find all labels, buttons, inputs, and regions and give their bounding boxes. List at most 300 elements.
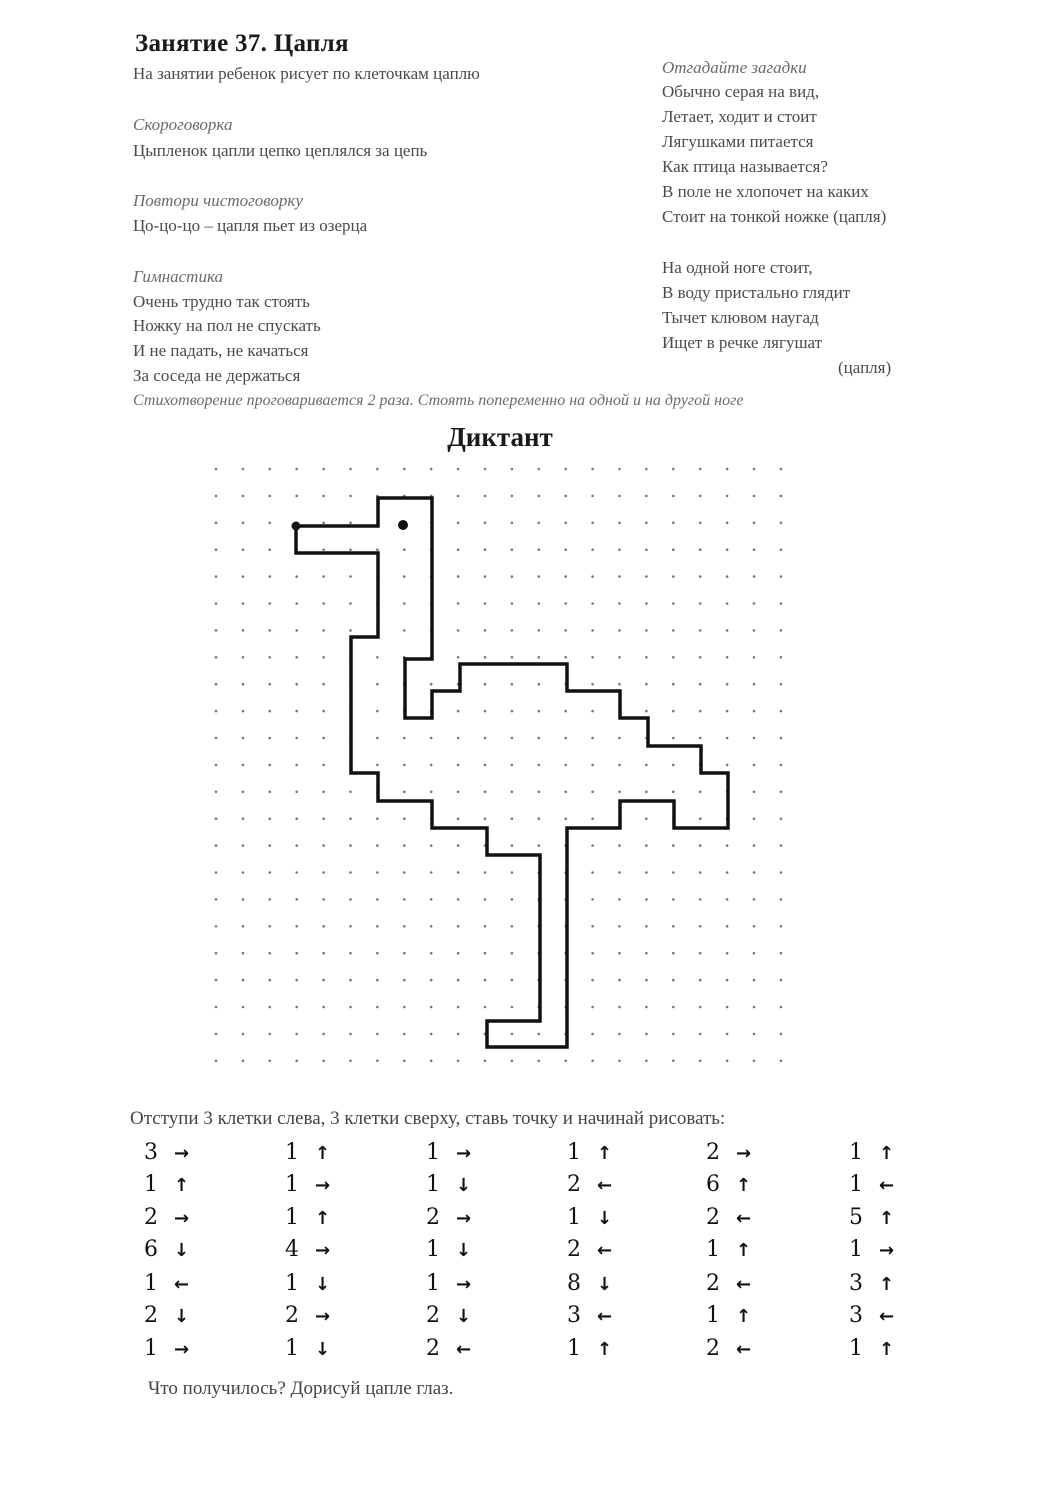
riddle-line: Обычно серая на вид, <box>662 82 820 101</box>
grid-dot <box>269 548 272 551</box>
grid-dot <box>295 1006 298 1009</box>
grid-dot <box>753 495 756 498</box>
grid-dot <box>457 1033 460 1036</box>
grid-dot <box>403 575 406 578</box>
dictation-step <box>849 1205 894 1230</box>
grid-dot <box>618 871 621 874</box>
grid-dot <box>322 791 325 794</box>
grid-dot <box>430 791 433 794</box>
riddle-line: Летает, ходит и стоит <box>662 107 817 126</box>
dictation-step <box>285 1205 330 1230</box>
grid-dot <box>349 629 352 632</box>
grid-dot <box>645 575 648 578</box>
grid-dot <box>699 1006 702 1009</box>
step-count: 2 <box>144 1205 158 1230</box>
grid-dot <box>269 791 272 794</box>
grid-dot <box>295 495 298 498</box>
grid-dot <box>457 1060 460 1063</box>
grid-dot <box>457 817 460 820</box>
dictation-step <box>567 1303 612 1328</box>
grid-dot <box>591 871 594 874</box>
grid-dot <box>672 979 675 982</box>
grid-dot <box>322 764 325 767</box>
grid-dot <box>618 979 621 982</box>
dictation-step <box>285 1303 330 1328</box>
grid-dot <box>511 952 514 955</box>
grid-dot <box>457 898 460 901</box>
tongue-twister-heading: Скороговорка <box>133 115 233 134</box>
grid-dot <box>430 468 433 471</box>
grid-dot <box>618 952 621 955</box>
grid-dot <box>564 1060 567 1063</box>
grid-dots <box>215 468 783 1062</box>
down-arrow-icon: ↓ <box>597 1208 613 1229</box>
grid-dot <box>322 817 325 820</box>
grid-dot <box>538 710 541 713</box>
grid-dot <box>349 575 352 578</box>
dictation-step <box>706 1172 751 1197</box>
step-count: 3 <box>849 1271 863 1296</box>
right-arrow-icon: → <box>174 1143 190 1164</box>
left-arrow-icon: ← <box>597 1175 613 1196</box>
grid-dot <box>215 548 218 551</box>
grid-dot <box>457 629 460 632</box>
grid-dot <box>269 495 272 498</box>
grid-dot <box>242 548 245 551</box>
grid-dot <box>269 1006 272 1009</box>
grid-dot <box>726 871 729 874</box>
grid-dot <box>538 1033 541 1036</box>
grid-dot <box>215 817 218 820</box>
step-count: 6 <box>144 1237 158 1262</box>
grid-dot <box>699 844 702 847</box>
dictation-step <box>567 1237 612 1262</box>
right-arrow-icon: → <box>879 1240 895 1261</box>
grid-dot <box>269 844 272 847</box>
grid-dot <box>430 844 433 847</box>
grid-dot <box>645 710 648 713</box>
grid-dot <box>511 979 514 982</box>
grid-dot <box>215 1033 218 1036</box>
grid-dot <box>269 468 272 471</box>
dictation-step <box>144 1205 189 1230</box>
lesson-intro: На занятии ребенок рисует по клеточкам цаплю <box>133 64 480 83</box>
grid-dot <box>591 522 594 525</box>
grid-dot <box>484 602 487 605</box>
grid-dot <box>672 952 675 955</box>
up-arrow-icon: ↑ <box>736 1240 752 1261</box>
grid-dot <box>645 1060 648 1063</box>
grid-dot <box>538 764 541 767</box>
grid-dot <box>538 575 541 578</box>
grid-dot <box>753 791 756 794</box>
grid-dot <box>403 1060 406 1063</box>
grid-dot <box>618 602 621 605</box>
grid-dot <box>403 602 406 605</box>
grid-dot <box>780 656 783 659</box>
grid-dot <box>376 710 379 713</box>
grid-dot <box>349 468 352 471</box>
grid-dot <box>618 791 621 794</box>
grid-dot <box>269 817 272 820</box>
riddle-line: Как птица называется? <box>662 157 828 176</box>
grid-dot <box>511 548 514 551</box>
grid-dot <box>376 1033 379 1036</box>
grid-dot <box>457 602 460 605</box>
dictation-step <box>849 1140 894 1165</box>
grid-dot <box>699 898 702 901</box>
grid-dot <box>699 656 702 659</box>
gymnastics-line: Очень трудно так стоять <box>133 292 310 311</box>
left-arrow-icon: ← <box>736 1339 752 1360</box>
up-arrow-icon: ↑ <box>736 1175 752 1196</box>
right-arrow-icon: → <box>456 1208 472 1229</box>
grid-dot <box>484 522 487 525</box>
grid-dot <box>645 979 648 982</box>
grid-dot <box>645 656 648 659</box>
grid-dot <box>484 495 487 498</box>
grid-dot <box>538 683 541 686</box>
down-arrow-icon: ↓ <box>597 1274 613 1295</box>
down-arrow-icon: ↓ <box>456 1306 472 1327</box>
grid-dot <box>699 979 702 982</box>
dictation-step <box>706 1140 751 1165</box>
grid-dot <box>376 468 379 471</box>
heron-outline <box>296 498 728 1047</box>
dictation-step <box>426 1172 471 1197</box>
grid-dot <box>376 925 379 928</box>
grid-dot <box>780 495 783 498</box>
grid-dot <box>726 656 729 659</box>
left-arrow-icon: ← <box>736 1274 752 1295</box>
grid-dot <box>403 979 406 982</box>
grid-dot <box>295 1033 298 1036</box>
grid-dot <box>403 844 406 847</box>
grid-dot <box>349 1060 352 1063</box>
step-count: 2 <box>706 1271 720 1296</box>
dictation-step <box>144 1140 189 1165</box>
grid-dot <box>780 817 783 820</box>
grid-dot <box>780 629 783 632</box>
grid-dot <box>349 871 352 874</box>
grid-dot <box>699 495 702 498</box>
grid-dot <box>591 844 594 847</box>
grid-dot <box>457 495 460 498</box>
grid-dot <box>645 468 648 471</box>
grid-dot <box>376 898 379 901</box>
grid-dot <box>753 656 756 659</box>
grid-dot <box>591 925 594 928</box>
grid-dot <box>780 710 783 713</box>
grid-dot <box>242 979 245 982</box>
grid-dot <box>618 468 621 471</box>
grid-dot <box>242 656 245 659</box>
start-point-dot <box>292 522 301 531</box>
step-count: 1 <box>144 1271 158 1296</box>
right-arrow-icon: → <box>315 1306 331 1327</box>
grid-dot <box>564 602 567 605</box>
grid-dot <box>564 817 567 820</box>
step-count: 1 <box>706 1237 720 1262</box>
grid-dot <box>726 602 729 605</box>
grid-dot <box>538 548 541 551</box>
grid-dot <box>645 898 648 901</box>
grid-dot <box>780 844 783 847</box>
grid-dot <box>242 1033 245 1036</box>
grid-dot <box>484 656 487 659</box>
dictation-footer: Что получилось? Дорисуй цапле глаз. <box>148 1378 454 1399</box>
grid-dot <box>295 979 298 982</box>
grid-dot <box>484 898 487 901</box>
grid-dot <box>618 1006 621 1009</box>
grid-dot <box>215 844 218 847</box>
grid-dot <box>780 1033 783 1036</box>
grid-dot <box>457 764 460 767</box>
grid-dot <box>538 817 541 820</box>
grid-dot <box>403 952 406 955</box>
grid-dot <box>242 468 245 471</box>
grid-dot <box>726 683 729 686</box>
grid-dot <box>618 1060 621 1063</box>
right-arrow-icon: → <box>736 1143 752 1164</box>
up-arrow-icon: ↑ <box>315 1143 331 1164</box>
grid-dot <box>591 548 594 551</box>
grid-dot <box>322 548 325 551</box>
dictation-step <box>849 1237 894 1262</box>
grid-dot <box>457 710 460 713</box>
grid-dot <box>591 602 594 605</box>
grid-dot <box>699 683 702 686</box>
grid-dot <box>215 522 218 525</box>
dictation-step <box>567 1271 612 1296</box>
dictation-step <box>706 1303 751 1328</box>
right-arrow-icon: → <box>315 1240 331 1261</box>
step-count: 1 <box>144 1172 158 1197</box>
dictation-step <box>144 1237 189 1262</box>
grid-dot <box>780 952 783 955</box>
grid-dot <box>538 629 541 632</box>
grid-dot <box>430 764 433 767</box>
grid-dot <box>295 952 298 955</box>
grid-dot <box>269 575 272 578</box>
right-arrow-icon: → <box>456 1274 472 1295</box>
grid-dot <box>672 925 675 928</box>
grid-dot <box>591 710 594 713</box>
gymnastics-line: За соседа не держаться <box>133 366 301 385</box>
grid-dot <box>511 817 514 820</box>
grid-dot <box>780 1060 783 1063</box>
grid-dot <box>242 683 245 686</box>
grid-dot <box>591 656 594 659</box>
grid-dot <box>403 468 406 471</box>
grid-dot <box>618 629 621 632</box>
grid-dot <box>322 575 325 578</box>
grid-dot <box>645 844 648 847</box>
dictation-step <box>426 1205 471 1230</box>
grid-dot <box>269 898 272 901</box>
grid-dot <box>564 710 567 713</box>
right-arrow-icon: → <box>174 1339 190 1360</box>
dictation-step <box>849 1271 894 1296</box>
grid-dot <box>618 764 621 767</box>
grid-dot <box>618 495 621 498</box>
dictation-step <box>144 1303 189 1328</box>
grid-dot <box>376 1060 379 1063</box>
grid-dot <box>645 683 648 686</box>
grid-dot <box>726 844 729 847</box>
grid-dot <box>242 871 245 874</box>
grid-dot <box>484 1006 487 1009</box>
grid-dot <box>726 952 729 955</box>
down-arrow-icon: ↓ <box>315 1339 331 1360</box>
chant-text: Цо-цо-цо – цапля пьет из озерца <box>133 216 368 235</box>
grid-dot <box>322 737 325 740</box>
up-arrow-icon: ↑ <box>879 1208 895 1229</box>
grid-dot <box>511 468 514 471</box>
grid-dot <box>699 575 702 578</box>
grid-dot <box>322 925 325 928</box>
grid-dot <box>215 898 218 901</box>
riddle-line: Ищет в речке лягушат <box>662 333 823 352</box>
dictation-step <box>285 1336 330 1361</box>
grid-dot <box>322 710 325 713</box>
grid-dot <box>242 898 245 901</box>
dictation-step <box>285 1237 330 1262</box>
grid-dot <box>511 844 514 847</box>
grid-dot <box>403 791 406 794</box>
grid-dot <box>672 602 675 605</box>
grid-dot <box>753 979 756 982</box>
down-arrow-icon: ↓ <box>315 1274 331 1295</box>
grid-dot <box>618 925 621 928</box>
step-count: 1 <box>567 1140 581 1165</box>
up-arrow-icon: ↑ <box>597 1143 613 1164</box>
dictation-step <box>849 1172 894 1197</box>
dictation-step <box>706 1271 751 1296</box>
chant-heading: Повтори чистоговорку <box>133 191 303 210</box>
grid-dot <box>591 979 594 982</box>
grid-dot <box>484 871 487 874</box>
grid-dot <box>780 764 783 767</box>
grid-dot <box>753 844 756 847</box>
dictation-step <box>144 1172 189 1197</box>
grid-dot <box>618 844 621 847</box>
grid-dot <box>591 952 594 955</box>
grid-dot <box>591 1033 594 1036</box>
grid-dot <box>322 468 325 471</box>
step-count: 4 <box>285 1237 299 1262</box>
grid-dot <box>511 1033 514 1036</box>
grid-dot <box>618 575 621 578</box>
grid-dot <box>780 925 783 928</box>
grid-dot <box>242 791 245 794</box>
grid-dot <box>672 575 675 578</box>
grid-dot <box>753 548 756 551</box>
grid-dot <box>269 979 272 982</box>
grid-dot <box>511 1006 514 1009</box>
grid-dot <box>295 629 298 632</box>
dictation-step <box>567 1172 612 1197</box>
grid-dot <box>645 871 648 874</box>
grid-dot <box>215 952 218 955</box>
grid-dot <box>672 1006 675 1009</box>
grid-dot <box>672 898 675 901</box>
grid-dot <box>591 468 594 471</box>
grid-dot <box>215 979 218 982</box>
grid-dot <box>403 898 406 901</box>
grid-dot <box>699 952 702 955</box>
grid-dot <box>242 737 245 740</box>
step-count: 2 <box>144 1303 158 1328</box>
riddle-line: Лягушками питается <box>662 132 814 151</box>
grid-dot <box>269 871 272 874</box>
up-arrow-icon: ↑ <box>879 1143 895 1164</box>
grid-dot <box>295 602 298 605</box>
down-arrow-icon: ↓ <box>456 1240 472 1261</box>
grid-dot <box>538 844 541 847</box>
grid-dot <box>645 817 648 820</box>
grid-dot <box>215 737 218 740</box>
dictation-step <box>567 1205 612 1230</box>
left-arrow-icon: ← <box>879 1175 895 1196</box>
riddle-line: Тычет клювом наугад <box>662 308 819 327</box>
grid-dot <box>699 548 702 551</box>
grid-dot <box>376 844 379 847</box>
grid-dot <box>780 602 783 605</box>
step-count: 1 <box>426 1140 440 1165</box>
grid-dot <box>457 1006 460 1009</box>
down-arrow-icon: ↓ <box>174 1240 190 1261</box>
grid-dot <box>269 764 272 767</box>
grid-dot <box>403 871 406 874</box>
grid-dot <box>349 979 352 982</box>
grid-dot <box>780 979 783 982</box>
grid-dot <box>349 602 352 605</box>
grid-dot <box>430 871 433 874</box>
grid-dot <box>753 468 756 471</box>
grid-dot <box>672 764 675 767</box>
grid-dot <box>726 1033 729 1036</box>
grid-dot <box>322 871 325 874</box>
grid-dot <box>672 522 675 525</box>
grid-dot <box>295 925 298 928</box>
grid-dot <box>322 602 325 605</box>
grid-dot <box>645 602 648 605</box>
grid-dot <box>591 1060 594 1063</box>
grid-dot <box>538 737 541 740</box>
grid-dot <box>726 710 729 713</box>
grid-dot <box>726 629 729 632</box>
grid-dot <box>753 522 756 525</box>
grid-dot <box>295 710 298 713</box>
grid-dot <box>511 683 514 686</box>
grid-dot <box>699 925 702 928</box>
grid-dot <box>403 1033 406 1036</box>
step-count: 2 <box>706 1336 720 1361</box>
grid-dot <box>322 898 325 901</box>
right-arrow-icon: → <box>174 1208 190 1229</box>
grid-dot <box>753 952 756 955</box>
grid-dot <box>672 629 675 632</box>
grid-dot <box>780 898 783 901</box>
dictation-step <box>706 1237 751 1262</box>
grid-dot <box>457 656 460 659</box>
grid-dot <box>242 764 245 767</box>
grid-dot <box>430 952 433 955</box>
grid-dot <box>295 737 298 740</box>
grid-dot <box>591 737 594 740</box>
grid-dot <box>753 1060 756 1063</box>
